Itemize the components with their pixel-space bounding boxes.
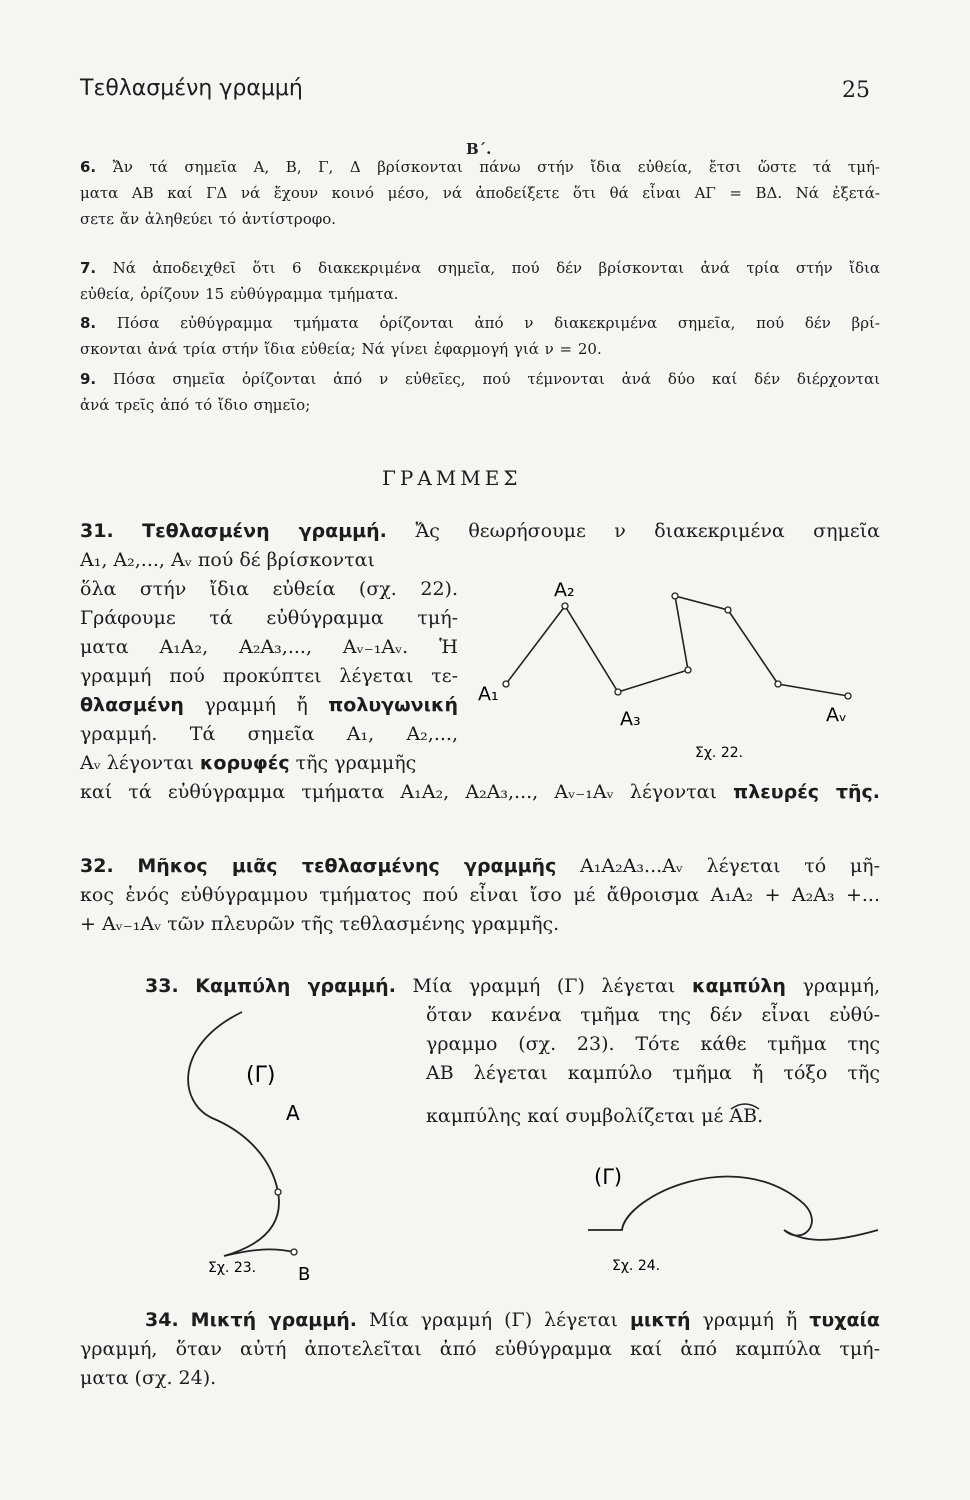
arc-overline-icon — [729, 1100, 761, 1110]
section-31-title: Τεθλασμένη γραμμή. — [142, 520, 387, 542]
vertex-a1 — [503, 681, 509, 687]
figure-23-curve — [170, 1010, 400, 1300]
section-31-number: 31. — [80, 520, 114, 542]
vertex — [685, 667, 691, 673]
exercise-number: 9. — [80, 370, 97, 388]
section-31-last-line: καί τά εὐθύγραμμα τμήματα Α₁Α₂, Α₂Α₃,..., Αᵥ₋₁Αᵥ λέγονται πλευρές τῆς. — [80, 781, 880, 803]
label-av: Αᵥ — [826, 704, 847, 726]
section-33-number: 33. — [145, 975, 179, 997]
caption-fig-24: Σχ. 24. — [612, 1258, 661, 1273]
section-32-title: Μῆκος μιᾶς τεθλασμένης γραμμῆς — [137, 855, 557, 877]
chapter-heading: ΓΡΑΜΜΕΣ — [382, 466, 522, 490]
exercise-6: 6. Ἄν τά σημεῖα Α, Β, Γ, Δ βρίσκονται πάνω στήν ἴδια εὐθεία, ἔτσι ὥστε τά τμή- ματα ΑΒ καί ΓΔ νά ἔχουν κοινό μέσο, νά ἀποδείξετε ὅτι θά εἶναι ΑΓ = ΒΔ. Νά ἐξετά- σετε ἄν ἀληθεύει τό ἀντίστροφο. — [80, 158, 880, 228]
section-33-narrow-text: ὅταν κανένα τμῆμα της δέν εἶναι εὐθύ- γραμμο (σχ. 23). Τότε κάθε τμῆμα της ΑΒ λέγεται καμπύλο τμῆμα ἤ τόξο τῆς καμπύλης καί συμβολίζεται μέ ΑΒ. — [426, 1001, 880, 1131]
mixed-line-path — [588, 1177, 878, 1240]
vertex — [672, 593, 678, 599]
section-32: 32. Μῆκος μιᾶς τεθλασμένης γραμμῆς Α₁Α₂Α₃...Αᵥ λέγεται τό μῆ- κος ἑνός εὐθύγραμμου τμήματος πού εἶναι ἴσο μέ ἄθροισμα Α₁Α₂ + Α₂Α₃ +... + Αᵥ₋₁Αᵥ τῶν πλευρῶν τῆς τεθλασμένης γραμμῆς. — [80, 855, 880, 935]
exercise-7: 7. Νά ἀποδειχθεῖ ὅτι 6 διακεκριμένα σημεῖα, πού δέν βρίσκονται ἀνά τρία στήν ἴδια εὐθεία, ὁρίζουν 15 εὐθύγραμμα τμήματα. — [80, 259, 880, 303]
curve-path — [188, 1012, 294, 1256]
label-curve-g: (Γ) — [246, 1063, 276, 1088]
figure-22-polyline — [470, 560, 870, 765]
running-header-title: Τεθλασμένη γραμμή — [80, 76, 303, 101]
label-curve-g: (Γ) — [594, 1165, 623, 1189]
vertex-a2 — [562, 603, 568, 609]
vertex-av — [845, 693, 851, 699]
exercise-9: 9. Πόσα σημεῖα ὁρίζονται ἀπό ν εὐθεῖες, πού τέμνονται ἀνά δύο καί δέν διέρχονται ἀνά τρεῖς ἀπό τό ἴδιο σημεῖο; — [80, 370, 880, 414]
arc-symbol: ΑΒ. — [729, 1102, 763, 1131]
section-34-number: 34. — [145, 1309, 179, 1331]
label-a1: Α₁ — [478, 683, 499, 705]
exercise-number: 6. — [80, 158, 97, 176]
caption-fig-22: Σχ. 22. — [695, 745, 744, 761]
label-a: Α — [286, 1101, 300, 1125]
exercise-number: 7. — [80, 259, 97, 277]
exercise-8: 8. Πόσα εὐθύγραμμα τμήματα ὁρίζονται ἀπό ν διακεκριμένα σημεῖα, πού δέν βρί- σκονται ἀνά τρία στήν ἴδια εὐθεία; Νά γίνει ἐφαρμογή γιά ν = 20. — [80, 314, 880, 358]
page-number: 25 — [842, 78, 870, 103]
caption-fig-23: Σχ. 23. — [208, 1260, 257, 1276]
label-b: Β — [298, 1264, 311, 1285]
section-31: 31. Τεθλασμένη γραμμή. Ἄς θεωρήσουμε ν διακεκριμένα σημεῖα — [80, 520, 880, 542]
exercise-number: 8. — [80, 314, 97, 332]
vertex — [775, 681, 781, 687]
section-31-narrow-text: Α₁, Α₂,..., Αᵥ πού δέ βρίσκονται ὅλα στήν ἴδια εὐθεία (σχ. 22). Γράφουμε τά εὐθύγραμμα τμή- ματα Α₁Α₂, Α₂Α₃,..., Αᵥ₋₁Αᵥ. Ἡ γραμμή πού προκύπτει λέγεται τε- θλασμένη γραμμή ἤ πολυγωνική γραμμή. Τά σημεῖα Α₁, Α₂,..., Αᵥ λέγονται κορυφές τῆς γραμμῆς — [80, 549, 458, 774]
polyline-path — [506, 596, 848, 696]
section-32-number: 32. — [80, 855, 114, 877]
vertex — [725, 607, 731, 613]
label-a3: Α₃ — [620, 708, 641, 730]
section-mark: Β΄. — [466, 140, 492, 158]
vertex-a3 — [615, 689, 621, 695]
point-b — [291, 1249, 297, 1255]
section-34-title: Μικτή γραμμή. — [190, 1309, 357, 1331]
figure-24-mixed-line — [586, 1148, 896, 1273]
label-a2: Α₂ — [554, 579, 575, 601]
section-33-title: Καμπύλη γραμμή. — [195, 975, 396, 997]
section-33: 33. Καμπύλη γραμμή. Μία γραμμή (Γ) λέγεται καμπύλη γραμμή, — [145, 975, 881, 997]
section-34: 34. Μικτή γραμμή. Μία γραμμή (Γ) λέγεται μικτή γραμμή ἤ τυχαία — [145, 1309, 880, 1331]
section-34-continued: γραμμή, ὅταν αὐτή ἀποτελεῖται ἀπό εὐθύγραμμα καί ἀπό καμπύλα τμή- ματα (σχ. 24). — [80, 1338, 880, 1389]
point-a — [275, 1189, 281, 1195]
